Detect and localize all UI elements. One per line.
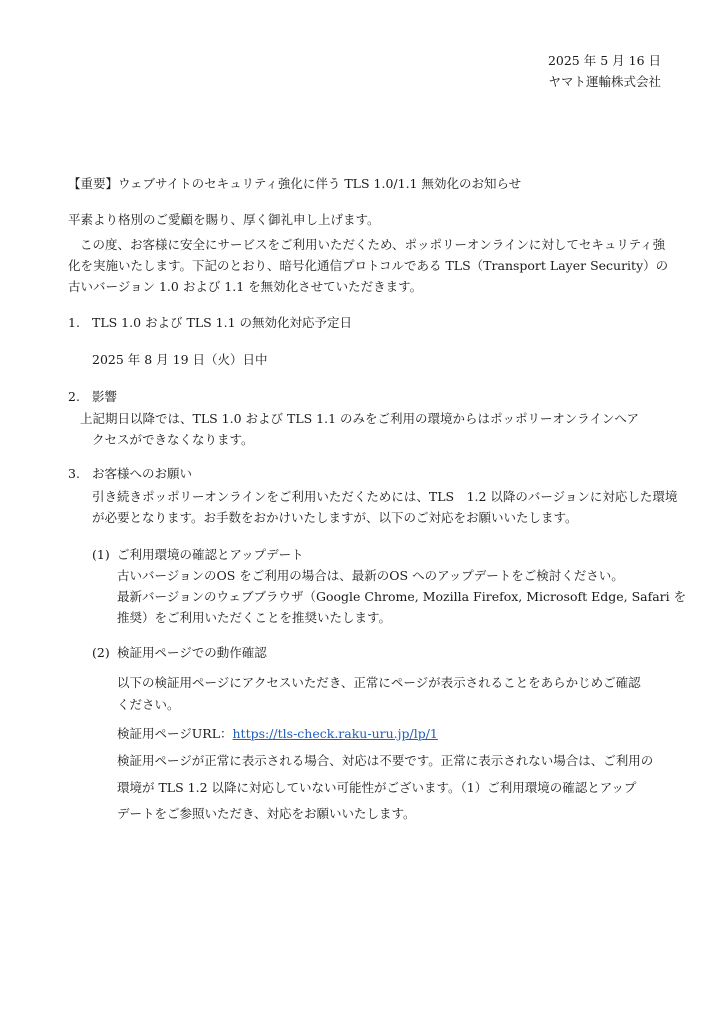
section3-text: 引き続きポッポリーオンラインをご利用いただくためには、TLS 1.2 以降のバージョンに対応した環境 [92, 489, 678, 504]
sub1-number: (1) [92, 547, 110, 562]
company-name: ヤマト運輸株式会社 [548, 74, 661, 89]
sub1-heading: ご利用環境の確認とアップデート [117, 547, 304, 562]
url-label: 検証用ページURL： [117, 726, 233, 741]
section3-text: が必要となります。お手数をおかけいたしますが、以下のご対応をお願いいたします。 [92, 510, 578, 525]
section3-number: 3. [68, 466, 80, 481]
document-date: 2025 年 5 月 16 日 [547, 53, 661, 68]
intro-line: この度、お客様に安全にサービスをご利用いただくため、ポッポリーオンラインに対してセキュリティ強 [80, 237, 666, 252]
sub1-text: 推奨）をご利用いただくことを推奨いたします。 [117, 610, 392, 625]
sub2-after-text: 検証用ページが正常に表示される場合、対応は不要です。正常に表示されない場合は、ご利用の [117, 753, 654, 768]
intro-line: 古いバージョン 1.0 および 1.1 を無効化させていただきます。 [68, 279, 423, 294]
sub2-text: 以下の検証用ページにアクセスいただき、正常にページが表示されることをあらかじめご確認 [117, 675, 641, 690]
notice-title: 【重要】ウェブサイトのセキュリティ強化に伴う TLS 1.0/1.1 無効化のお知らせ [68, 176, 522, 191]
section2-text: クセスができなくなります。 [92, 432, 254, 447]
sub1-text: 最新バージョンのウェブブラウザ（Google Chrome, Mozilla Firefox, Microsoft Edge, Safari を [117, 589, 687, 604]
section1-number: 1. [68, 315, 80, 330]
section1-heading: TLS 1.0 および TLS 1.1 の無効化対応予定日 [92, 315, 353, 330]
sub1-text: 古いバージョンのOS をご利用の場合は、最新のOS へのアップデートをご検討ください。 [117, 568, 624, 583]
sub2-heading: 検証用ページでの動作確認 [117, 645, 267, 660]
verification-url-link[interactable]: https://tls-check.raku-uru.jp/lp/1 [232, 726, 438, 741]
section2-text: 上記期日以降では、TLS 1.0 および TLS 1.1 のみをご利用の環境からはポッポリーオンラインへア [80, 411, 640, 426]
sub2-after-text: 環境が TLS 1.2 以降に対応していない可能性がございます。（1）ご利用環境の確認とアップ [117, 780, 637, 795]
section1-date: 2025 年 8 月 19 日（火）日中 [92, 352, 268, 367]
sub2-text: ください。 [117, 697, 180, 712]
section2-number: 2. [68, 389, 80, 404]
url-row [117, 726, 438, 742]
sub2-number: (2) [92, 645, 110, 660]
section3-heading: お客様へのお願い [92, 466, 193, 481]
greeting: 平素より格別のご愛顧を賜り、厚く御礼申し上げます。 [68, 212, 380, 227]
intro-line: 化を実施いたします。下記のとおり、暗号化通信プロトコルである TLS（Transport Layer Security）の [68, 258, 669, 273]
sub2-after-text: デートをご参照いただき、対応をお願いいたします。 [117, 806, 416, 821]
section2-heading: 影響 [92, 389, 118, 404]
